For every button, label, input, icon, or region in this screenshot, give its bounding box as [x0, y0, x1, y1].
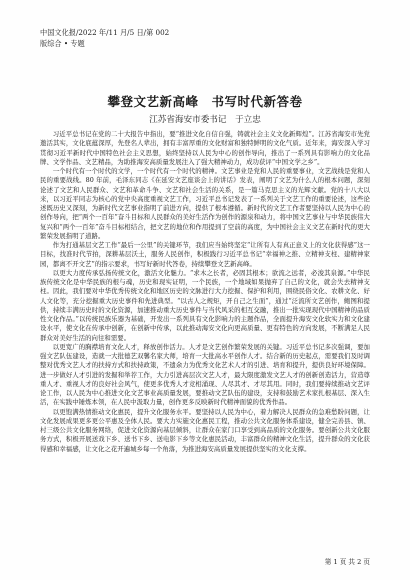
article-author: 江苏省海安市委书记 于立忠	[149, 115, 261, 125]
page-number: 第 1 页 共 2 页	[324, 558, 370, 566]
paragraph: 一个时代有一个时代的文学，一个时代有一个时代的精神。文艺事业是党和人民的重要事业，文艺战线是党和人民的重要战线。80 年前，毛泽东同志《在延安文艺座谈会上的讲话》发表，阐明了文艺为什么人的根本问题，深刻论述了文艺和人民群众、文艺和革命斗争、文艺和社会生活的关系，是一篇马克思主义的光辉文献。党的十八大以来，以习近平同志为核心的党中央高度重视文艺工作，习近平总书记发表了一系列关于文艺工作的重要论述，这些论述既历史又深刻，为新时代文艺事业指明了前进方向，提供了根本遵循。新时代的文艺工作者要坚持以人民为中心的创作导向，把“两个一百年”奋斗目标和人民群众的美好生活作为创作的源泉和动力，将中国文艺事业与中华民族伟大复兴和“两个一百年”奋斗目标相结合，把文艺的地位和作用提到了空前的高度，为中国社会主义文艺在新时代的更大繁荣发展指明了道路。	[40, 167, 370, 240]
article-body	[40, 130, 370, 454]
paragraph: 以更大力度传承弘扬传统文化，激活文化魅力。“求木之长者，必固其根本；欲流之远者，必浚其泉源。”中华民族传统文化是中华民族的根与魂，历史和现实证明，一个民族，一个地域如果抛弃了自己的文化，就会失去精神支柱。因此，我们要对中华优秀传统文化和地区历史的文脉进行大力挖掘、保护和利用，围绕民俗文化、农耕文化、好人文化等，充分挖掘重大历史事件和先进典型。“以古人之规矩，开自己之生面”，通过“泛流所文艺创作，鲍图和提供，持续丰满历史时的文化资源，加速推动重大历史事件与当代风采的相互交融，推出一批实现现代中国精神的品质性文化作品。”以传统民族乐器为基础，开发出一系列具有文化影响力的主题作品，全面提升海安文化软实力和文化建设水平，使文化在传承中创新，在创新中传承，以此推动海安文化向更高质量、更有特色的方向发展，不断满足人民群众对美好生活的向往和需要。	[40, 268, 370, 342]
section-line: 版综合 • 专题	[40, 39, 85, 48]
source-line: 中国文化报/2022 年/11 月/5 日/第 002	[40, 28, 170, 37]
article-title: 攀登文艺新高峰 书写时代新答卷	[107, 94, 303, 109]
paragraph: 习近平总书记在党的二十大报告中指出，要“推进文化自信自强，铸就社会主义文化新辉煌”。江苏省海安市先党邀活其实，文化底蕴深厚，先登名人辈出，拥有丰富厚重的文化财富和独特鲜明的文化气质。近年来，海安深入学习贯彻习近平新时代中国特色社会主义思想，始终坚持以人民为中心的创作导向，推出了一系列具有影响力的文化品牌、文学作品、文艺精品，为助推海安高质量发展注入了强大精神动力，成功获评“中国文学之乡”。	[40, 130, 370, 166]
paragraph: 以更饱满热情推动文化惠民，提升文化服务水平。要坚持以人民为中心，着力解决人民群众的急难愁盼问题，让文化发展成果更多更公平惠及全体人民。要大力实施文化惠民工程，推动公共文化服务体系建设，健全完善县、镇、村三级公共文化服务网络，促进文化资源向基层倾斜，让群众在家门口享受到高品质的文化服务。要创新公共文化服务方式，积极开展送戏下乡、送书下乡、送电影下乡等文化惠民活动，丰富群众的精神文化生活，提升群众的文化获得感和幸福感，让文化之花开遍城乡每一个角落，为推进海安高质量发展提供坚实的文化支撑。	[40, 407, 370, 453]
paragraph: 以更宽广的胸襟培育文化人才，释放创作活力。人才是文艺创作繁荣发展的关键。习近平总书记多次强调，要加强文艺队伍建设，造就一大批德艺双馨名家大师，培育一大批高水平创作人才。结合新的历史起点，需要我们及时调整对优秀文艺人才的扶持方式和扶持政策，不遗余力为优秀文化艺术人才的引进、培育和提升，提供良好环境保障。进一步做好人才引进的发掘和举荐工作，大力引进高层次文艺人才，最大限度激发文艺人才的创新创造活力，营造尊重人才、重视人才的良好社会风气，使更多优秀人才竞相涌现、人尽其才、才尽其用。同时，我们要持续推动文艺评论工作，以人民为中心推进文化文艺事业高质量发展，要推动文艺队伍的建设，支持和鼓励艺术家扎根基层、深入生活，在实践中锤炼本领，在人民中汲取力量，创作更多反映新时代精神面貌的优秀作品。	[40, 342, 370, 407]
paragraph: 作为打通基层文艺工作“最后一公里”的关键环节，我们应当始终坚定“让所有人有真正意义上的文化获得感”这一目标，找准时代节拍，深耕基层沃土，服务人民创作，积极践行习近平总书记“幸福神之推、立精神支柱、建精神家园，都离不开文艺”的指示要求，书写好新时代答卷，持续攀登文艺新高峰。	[40, 241, 370, 268]
